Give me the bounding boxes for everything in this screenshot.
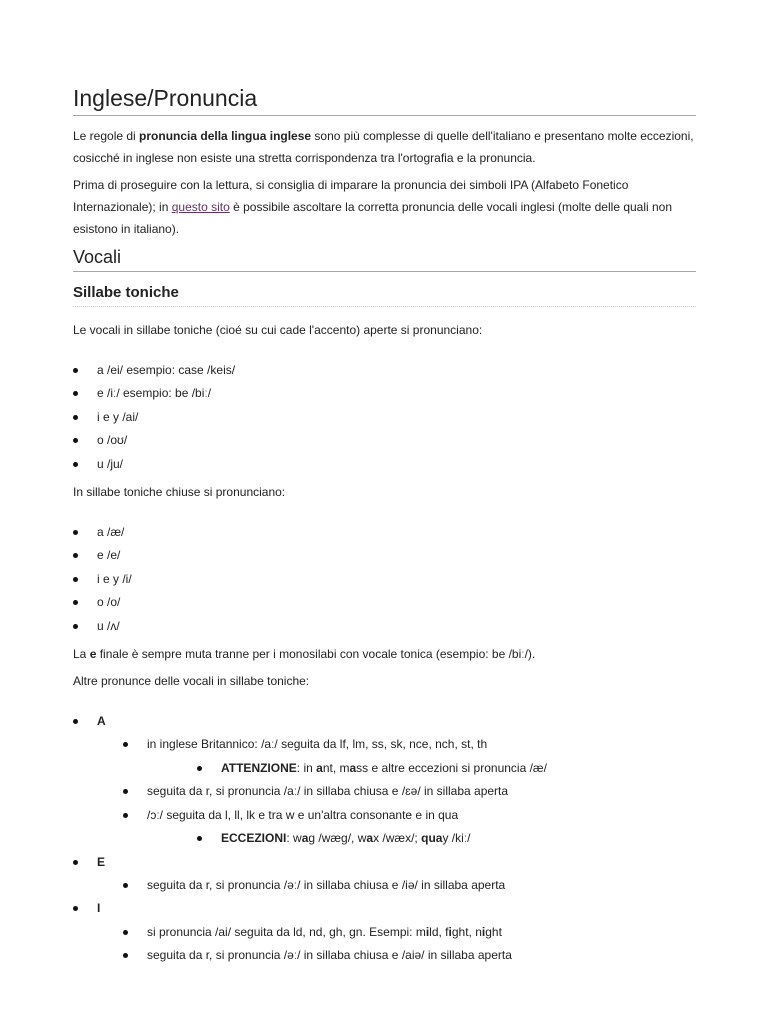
bullet-icon — [73, 438, 78, 443]
list-item-text: u /ju/ — [97, 456, 124, 471]
list-item-text: x /wæx/; — [373, 831, 422, 846]
bullet-icon — [123, 930, 128, 935]
list-item — [97, 733, 696, 780]
list-item-text: i e y /ai/ — [97, 409, 139, 424]
bullet-icon — [197, 766, 202, 771]
bullet-icon — [123, 789, 128, 794]
vowel-a-exceptions-sublist — [147, 827, 696, 850]
list-item — [73, 544, 696, 567]
bullet-icon — [73, 624, 78, 629]
list-item-text: ld, f — [429, 924, 449, 939]
bullet-icon — [123, 883, 128, 888]
list-item-text: /ɔː/ seguita da l, ll, lk e tra w e un'altra consonante e in qua — [147, 807, 459, 822]
list-item — [97, 874, 696, 897]
bullet-icon — [197, 836, 202, 841]
list-item — [147, 757, 696, 780]
bullet-icon — [73, 391, 78, 396]
list-item-text: ght, n — [451, 924, 482, 939]
intro-text: Prima di proseguire con la lettura, si consiglia di imparare la pronuncia dei simboli IPA (Alfabeto Fonetico Internazionale); in — [73, 178, 629, 214]
list-item — [73, 453, 696, 476]
bullet-icon — [73, 530, 78, 535]
highlighted-letter: i — [481, 924, 486, 939]
list-item-text: e /iː/ esempio: be /biː/ — [97, 386, 212, 401]
page-title: Inglese/Pronuncia — [73, 84, 696, 116]
closed-syllables-list — [73, 521, 696, 638]
list-item-text: u /ʌ/ — [97, 618, 120, 633]
final-e-paragraph — [73, 643, 696, 665]
list-item-text: ss e altre eccezioni si pronuncia /æ/ — [356, 760, 547, 775]
list-item-text: o /o/ — [97, 595, 121, 610]
exceptions-label: ECCEZIONI — [221, 831, 287, 846]
list-item — [73, 382, 696, 405]
vowel-a-item — [73, 710, 696, 850]
list-item-text: e /e/ — [97, 548, 121, 563]
intro-bold-term: pronuncia della lingua inglese — [139, 129, 312, 143]
highlighted-letter: a — [366, 831, 374, 846]
attention-label: ATTENZIONE — [221, 760, 297, 775]
bullet-icon — [73, 906, 78, 911]
list-item — [97, 780, 696, 803]
list-item-text: : in — [296, 760, 317, 775]
vowel-i-sublist — [97, 921, 696, 968]
highlighted-letter: a — [349, 760, 357, 775]
list-item-text: seguita da r, si pronuncia /aː/ in sillaba chiusa e /ɛə/ in sillaba aperta — [147, 784, 509, 799]
list-item — [73, 568, 696, 591]
highlighted-letter: a — [301, 831, 309, 846]
vowel-a-attention-sublist — [147, 757, 696, 780]
closed-syllables-intro: In sillabe toniche chiuse si pronunciano: — [73, 485, 286, 500]
final-e-text: finale è sempre muta tranne per i monosilabi con vocale tonica (esempio: be /biː/). — [96, 647, 536, 662]
bullet-icon — [73, 368, 78, 373]
final-e-text: La — [73, 647, 90, 662]
list-item — [147, 827, 696, 850]
bullet-icon — [73, 600, 78, 605]
bullet-icon — [73, 719, 78, 724]
list-item-text: in inglese Britannico: /aː/ seguita da lf, lm, ss, sk, nce, nch, st, th — [147, 737, 488, 752]
other-pronunciations-list — [73, 710, 696, 967]
list-item-text: y /kiː/ — [442, 831, 471, 846]
list-item — [73, 359, 696, 382]
list-item — [73, 429, 696, 452]
list-item — [73, 591, 696, 614]
list-item-text: si pronuncia /ai/ seguita da ld, nd, gh, gn. Esempi: m — [147, 924, 426, 939]
list-item-text: g /wæg/, w — [308, 831, 367, 846]
list-item-text: i e y /i/ — [97, 571, 132, 586]
list-item-text: nt, m — [322, 760, 350, 775]
highlighted-letter: i — [448, 924, 452, 939]
questo-sito-link[interactable]: questo sito — [171, 200, 230, 214]
bullet-icon — [73, 577, 78, 582]
intro-text: Le regole di — [73, 129, 140, 143]
section-heading-vocali: Vocali — [73, 246, 696, 272]
list-item — [97, 804, 696, 851]
vowel-label: A — [97, 714, 106, 729]
vowel-a-sublist — [97, 733, 696, 850]
bullet-icon — [73, 462, 78, 467]
list-item-text: seguita da r, si pronuncia /əː/ in sillaba chiusa e /aiə/ in sillaba aperta — [147, 948, 512, 963]
open-syllables-intro: Le vocali in sillabe toniche (cioé su cui cade l'accento) aperte si pronunciano: — [73, 323, 483, 337]
list-item — [73, 406, 696, 429]
list-item-text: a /ei/ esempio: case /keis/ — [97, 363, 236, 377]
subsection-heading-sillabe-toniche: Sillabe toniche — [73, 283, 696, 307]
list-item-text: ght — [485, 924, 502, 939]
list-item-text: seguita da r, si pronuncia /əː/ in sillaba chiusa e /iə/ in sillaba aperta — [147, 877, 506, 892]
bullet-icon — [73, 415, 78, 420]
highlighted-letter: i — [425, 924, 430, 939]
intro-paragraph-1 — [73, 125, 696, 169]
highlighted-letter: a — [316, 760, 323, 775]
list-item — [73, 521, 696, 544]
other-pronunciations-intro: Altre pronunce delle vocali in sillabe toniche: — [73, 674, 310, 689]
final-e-bold: e — [89, 647, 97, 662]
bullet-icon — [123, 953, 128, 958]
bullet-icon — [73, 860, 78, 865]
open-syllables-list — [73, 359, 696, 476]
article-content — [73, 84, 696, 968]
vowel-i-item — [73, 897, 696, 967]
intro-paragraph-2 — [73, 174, 696, 240]
list-item-text: : w — [286, 831, 302, 846]
highlighted-letter: qua — [421, 831, 443, 846]
intro-text: è possibile ascoltare la corretta pronuncia delle vocali inglesi (molte delle quali non esistono in italiano). — [73, 200, 673, 236]
list-item — [73, 615, 696, 638]
vowel-label: I — [97, 901, 101, 916]
list-item — [97, 921, 696, 944]
bullet-icon — [123, 742, 128, 747]
vowel-e-sublist — [97, 874, 696, 897]
bullet-icon — [123, 813, 128, 818]
intro-text: sono più complesse di quelle dell'italiano e presentano molte eccezioni, cosicché in inglese non esiste una stretta corrispondenza tra l'ortografia e la pronuncia. — [73, 129, 694, 165]
bullet-icon — [73, 553, 78, 558]
list-item-text: a /æ/ — [97, 525, 125, 540]
list-item — [97, 944, 696, 967]
vowel-e-item — [73, 851, 696, 898]
list-item-text: o /oʊ/ — [97, 433, 128, 448]
vowel-label: E — [97, 854, 106, 869]
